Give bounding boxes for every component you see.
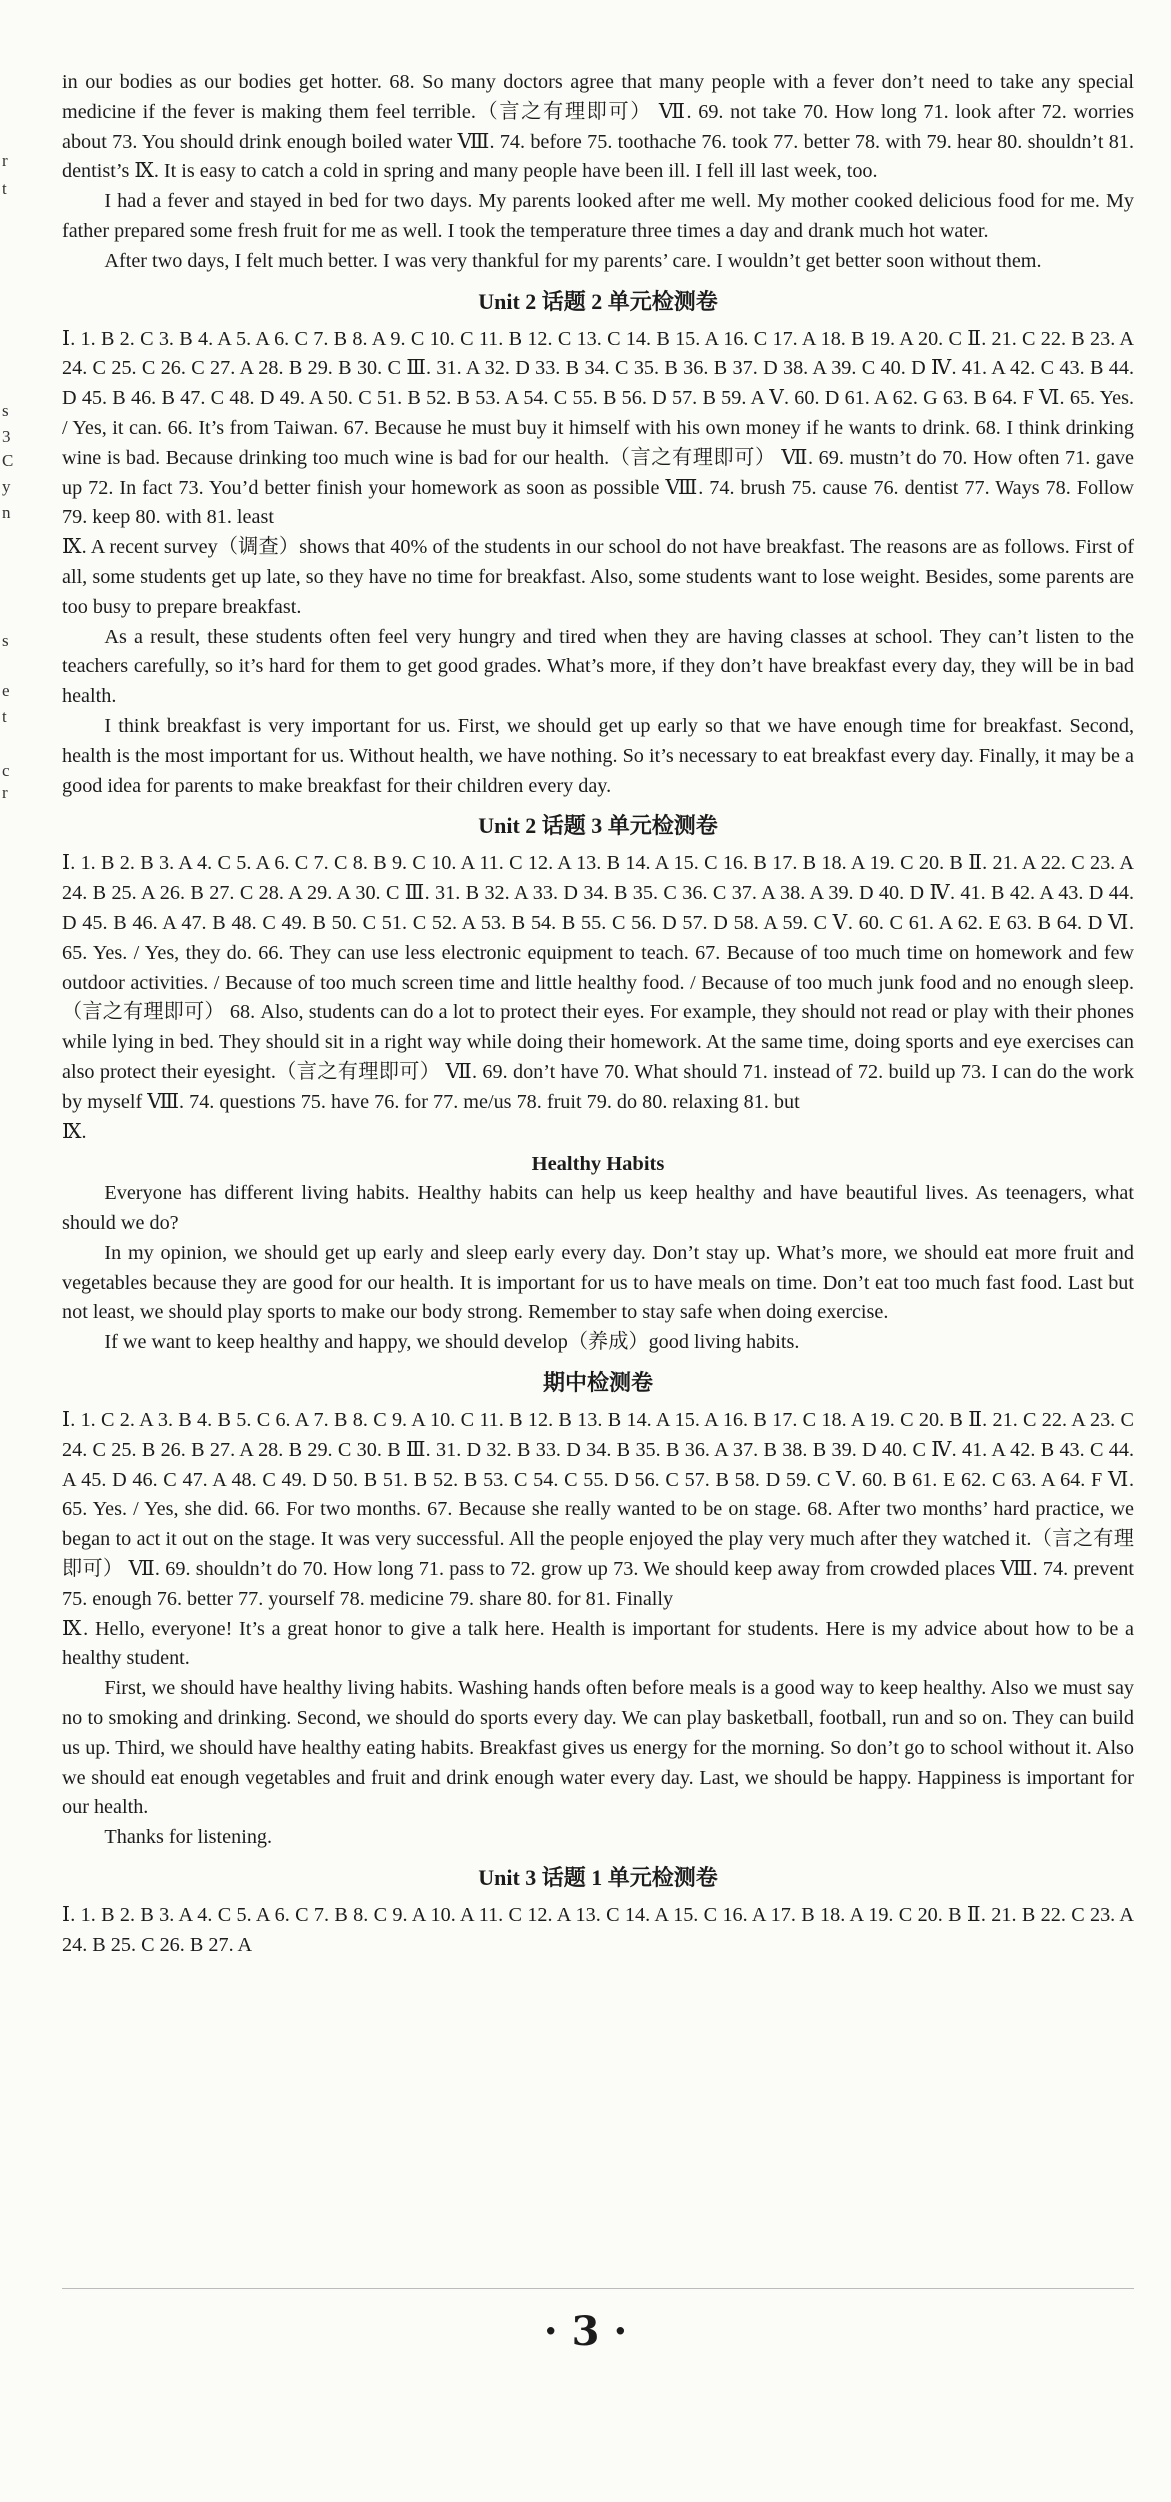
essay-paragraph: If we want to keep healthy and happy, we should develop（养成）good living habits.	[104, 1331, 800, 1354]
essay-paragraph: I think breakfast is very important for us. First, we should get up early so that we have enough time for breakfast. Second, health is the most important for us. Without health, we have nothing. So it’s necessary to eat breakfast every day. Finally, it may be a good idea for parents to make breakfast for their children every day.	[62, 714, 1134, 797]
margin-glyph: s	[2, 401, 9, 420]
answer-paragraph: in our bodies as our bodies get hotter. 68. So many doctors agree that many people with a fever don’t need to take any special medicine if the fever is making them feel terrible.（言之有理即可） Ⅶ. 69. not take 70. How long 71. look after 72. worries about 73. You should drink enough boiled water Ⅷ. 74. before 75. toothache 76. took 77. better 78. with 79. hear 80. shouldn’t 81. dentist’s Ⅸ. It is easy to catch a cold in spring and many people have been ill. I fell ill last week, too.	[62, 71, 1134, 183]
page-number: · 3 ·	[543, 2308, 628, 2355]
margin-glyph: 3	[2, 427, 11, 446]
section-heading: Unit 3 话题 1 单元检测卷	[478, 1865, 718, 1891]
section-heading: 期中检测卷	[542, 1370, 653, 1396]
margin-glyph: r	[2, 783, 8, 802]
essay-paragraph: After two days, I felt much better. I was very thankful for my parents’ care. I wouldn’t get better soon without them.	[104, 249, 1042, 272]
margin-glyph: c	[2, 761, 10, 780]
answer-paragraph: Ⅸ. A recent survey（调查）shows that 40% of the students in our school do not have breakfast. The reasons are as follows. First of all, some students get up late, so they have no time for breakfast. Also, some students want to lose weight. Besides, some parents are too busy to prepare breakfast.	[62, 536, 1134, 618]
essay-paragraph: Thanks for listening.	[104, 1826, 273, 1849]
margin-glyph: y	[2, 477, 11, 496]
margin-glyph: s	[2, 631, 9, 650]
answer-paragraph: Ⅰ. 1. C 2. A 3. B 4. B 5. C 6. A 7. B 8. C 9. A 10. C 11. B 12. B 13. B 14. A 15. A 16. B 17. C 18. A 19. C 20. B Ⅱ. 21. C 22. A 23. C 24. C 25. B 26. B 27. A 28. B 29. C 30. B Ⅲ. 31. D 32. B 33. D 34. B 35. B 36. A 37. B 38. B 39. D 40. C Ⅳ. 41. A 42. B 43. C 44. A 45. D 46. C 47. A 48. C 49. D 50. B 51. B 52. B 53. C 54. C 55. D 56. C 57. B 58. D 59. C Ⅴ. 60. B 61. E 62. C 63. A 64. F Ⅵ. 65. Yes. / Yes, she did. 66. For two months. 67. Because she really wanted to be on stage. 68. After two months’ hard practice, we began to act it out on the stage. It was very successful. All the people enjoyed the play very much after they watched it.（言之有理即可） Ⅶ. 69. shouldn’t do 70. How long 71. pass to 72. grow up 73. We should keep away from crowded places Ⅷ. 74. prevent 75. enough 76. better 77. yourself 78. medicine 79. share 80. for 81. Finally	[62, 1409, 1134, 1610]
essay-paragraph: Everyone has different living habits. Healthy habits can help us keep healthy and have beautiful lives. As teenagers, what should we do?	[62, 1182, 1134, 1235]
bottom-divider	[62, 2288, 1134, 2289]
margin-glyph: r	[2, 151, 8, 170]
essay-paragraph: In my opinion, we should get up early and sleep early every day. Don’t stay up. What’s more, we should eat more fruit and vegetables because they are good for our health. It is important for us to have meals on time. Don’t eat too much fast food. Last but not least, we should play sports to make our body strong. Remember to stay safe when doing exercise.	[62, 1241, 1134, 1324]
essay-paragraph: First, we should have healthy living habits. Washing hands often before meals is a good way to keep healthy. Also we must say no to smoking and drinking. Second, we should do sports every day. We can play basketball, football, run and so on. They can build us up. Third, we should have healthy eating habits. Breakfast gives us energy for the morning. So don’t go to school without it. Also we should eat enough vegetables and fruit and drink enough water every day. Last, we should be happy. Happiness is important for our health.	[62, 1677, 1134, 1819]
margin-glyph: t	[2, 179, 7, 198]
margin-glyph: e	[2, 681, 10, 700]
margin-glyph: n	[2, 503, 11, 522]
answer-paragraph: Ⅸ. Hello, everyone! It’s a great honor to give a talk here. Health is important for students. Here is my advice about how to be a healthy student.	[62, 1617, 1134, 1670]
section-heading: Unit 2 话题 2 单元检测卷	[478, 288, 718, 314]
margin-glyph: t	[2, 707, 7, 726]
answer-paragraph: Ⅰ. 1. B 2. B 3. A 4. C 5. A 6. C 7. C 8. B 9. C 10. A 11. C 12. A 13. B 14. A 15. C 16. B 17. B 18. A 19. C 20. B Ⅱ. 21. A 22. C 23. A 24. B 25. A 26. B 27. C 28. A 29. A 30. C Ⅲ. 31. B 32. A 33. D 34. B 35. C 36. C 37. A 38. A 39. D 40. D Ⅳ. 41. B 42. A 43. D 44. D 45. B 46. A 47. B 48. C 49. B 50. C 51. C 52. A 53. B 54. B 55. C 56. D 57. D 58. A 59. C Ⅴ. 60. C 61. A 62. E 63. B 64. D Ⅵ. 65. Yes. / Yes, they do. 66. They can use less electronic equipment to teach. 67. Because of too much time on homework and few outdoor activities. / Because of too much screen time and little healthy food. / Because of too much junk food and no enough sleep.（言之有理即可） 68. Also, students can do a lot to protect their eyes. For example, they should not read or play with their phones while lying in bed. They should sit in a right way while doing their homework. At the same time, doing sports and eye exercises can also protect their eyesight.（言之有理即可） Ⅶ. 69. don’t have 70. What should 71. instead of 72. build up 73. I can do the work by myself Ⅷ. 74. questions 75. have 76. for 77. me/us 78. fruit 79. do 80. relaxing 81. but	[62, 852, 1134, 1113]
essay-paragraph: As a result, these students often feel very hungry and tired when they are having classes at school. They can’t listen to the teachers carefully, so it’s hard for them to get good grades. What’s more, if they don’t have breakfast every day, they will be in bad health.	[62, 625, 1134, 708]
essay-paragraph: I had a fever and stayed in bed for two days. My parents looked after me well. My mother cooked delicious food for me. My father prepared some fresh fruit for me as well. I took the temperature three times a day and drank much hot water.	[62, 190, 1134, 242]
answer-paragraph: Ⅰ. 1. B 2. B 3. A 4. C 5. A 6. C 7. B 8. C 9. A 10. A 11. C 12. A 13. C 14. A 15. C 16. A 17. B 18. A 19. C 20. B Ⅱ. 21. B 22. C 23. A 24. B 25. C 26. B 27. A	[62, 1904, 1134, 1956]
answer-paragraph: Ⅸ.	[62, 1120, 87, 1143]
answer-paragraph: Ⅰ. 1. B 2. C 3. B 4. A 5. A 6. C 7. B 8. A 9. C 10. C 11. B 12. C 13. C 14. B 15. A 16. C 17. A 18. B 19. A 20. C Ⅱ. 21. C 22. B 23. A 24. C 25. C 26. C 27. A 28. B 29. B 30. C Ⅲ. 31. A 32. D 33. B 34. C 35. B 36. B 37. D 38. A 39. C 40. D Ⅳ. 41. A 42. C 43. B 44. D 45. B 46. B 47. C 48. D 49. A 50. C 51. B 52. B 53. A 54. C 55. B 56. D 57. B 59. A Ⅴ. 60. D 61. A 62. G 63. B 64. F Ⅵ. 65. Yes. / Yes, it can. 66. It’s from Taiwan. 67. Because he must buy it himself with his own money if he wants to drink. 68. I think drinking wine is bad. Because drinking too much wine is bad for our health.（言之有理即可） Ⅶ. 69. mustn’t do 70. How often 71. gave up 72. In fact 73. You’d better finish your homework as soon as possible Ⅷ. 74. brush 75. cause 76. dentist 77. Ways 78. Follow 79. keep 80. with 81. least	[62, 327, 1134, 529]
section-heading: Unit 2 话题 3 单元检测卷	[478, 813, 718, 839]
essay-title: Healthy Habits	[531, 1153, 665, 1176]
answer-key-page	[62, 68, 1134, 1961]
margin-glyph: C	[2, 451, 14, 470]
